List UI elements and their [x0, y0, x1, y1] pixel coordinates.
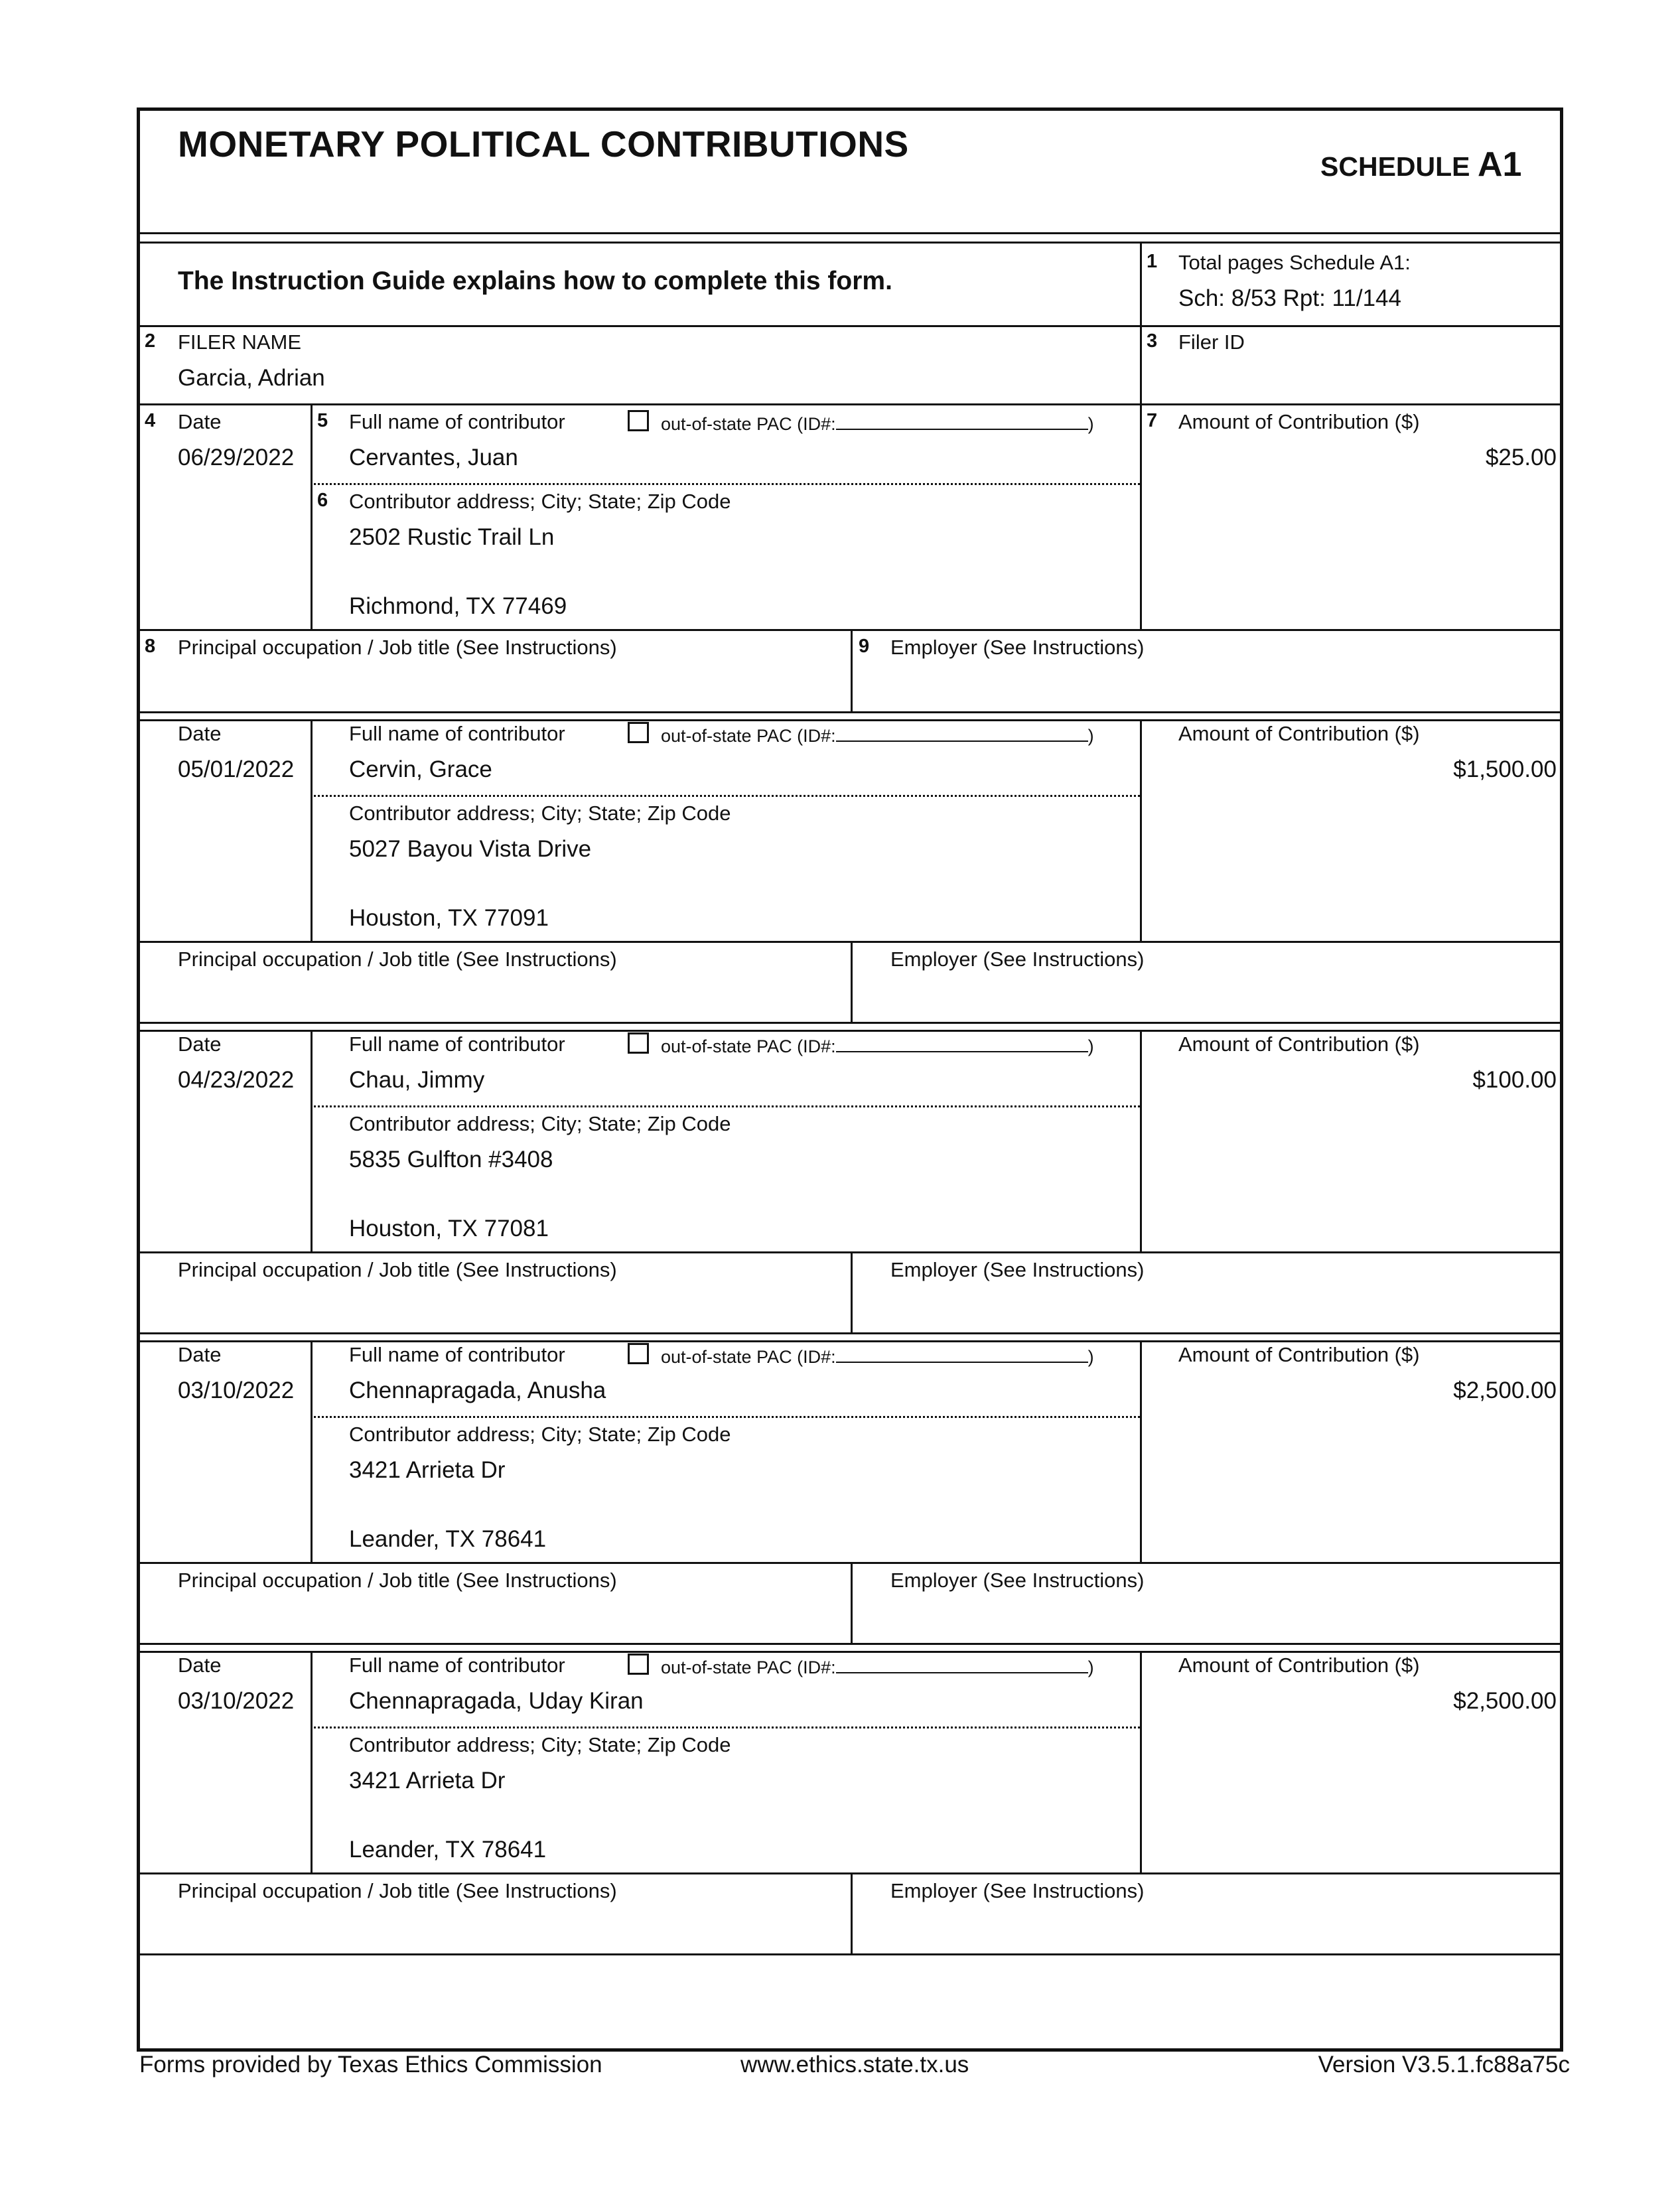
- pac-close: ): [1087, 726, 1094, 746]
- out-of-state-pac-checkbox[interactable]: [628, 722, 649, 743]
- form-title: MONETARY POLITICAL CONTRIBUTIONS: [178, 123, 909, 165]
- pac-id-input[interactable]: [836, 1657, 1088, 1673]
- date-column-divider: [311, 403, 313, 629]
- out-of-state-pac-checkbox[interactable]: [628, 1343, 649, 1364]
- contribution-date: 06/29/2022: [178, 445, 295, 470]
- contributor-name: Cervin, Grace: [349, 756, 492, 782]
- contribution-date: 03/10/2022: [178, 1377, 295, 1403]
- name-address-divider: [311, 1727, 1140, 1728]
- date-column-divider: [311, 719, 313, 941]
- field-number-3: 3: [1147, 330, 1158, 352]
- address-line-2: Richmond, TX 77469: [349, 593, 567, 619]
- amount-label: Amount of Contribution ($): [1178, 1032, 1420, 1056]
- full-name-label: Full name of contributor: [349, 1032, 565, 1056]
- footer-version: Version V3.5.1.fc88a75c: [1318, 2052, 1570, 2078]
- title-divider-2: [137, 242, 1563, 244]
- pac-id-input[interactable]: [836, 414, 1088, 430]
- title-divider: [137, 232, 1563, 234]
- field-number-1: 1: [1147, 251, 1158, 272]
- amount-column-divider: [1140, 1651, 1142, 1872]
- filer-name-label: FILER NAME: [178, 330, 302, 354]
- date-column-divider: [311, 1030, 313, 1251]
- pac-id-input[interactable]: [836, 1347, 1088, 1363]
- full-name-label: Full name of contributor: [349, 722, 565, 745]
- amount-label: Amount of Contribution ($): [1178, 1343, 1420, 1366]
- address-line-2: Houston, TX 77091: [349, 905, 549, 931]
- out-of-state-pac-checkbox[interactable]: [628, 1032, 649, 1054]
- date-label: Date: [178, 410, 222, 433]
- address-line-2: Leander, TX 78641: [349, 1526, 547, 1552]
- occupation-label: Principal occupation / Job title (See Instructions): [178, 948, 617, 971]
- out-of-state-pac-field: [661, 1657, 1094, 1677]
- pac-label: out-of-state PAC (ID#:: [661, 1657, 836, 1677]
- amount-column-divider: [1140, 1340, 1142, 1562]
- out-of-state-pac-field: [661, 1347, 1094, 1366]
- address-line-1: 5027 Bayou Vista Drive: [349, 836, 592, 862]
- pac-close: ): [1087, 1347, 1094, 1367]
- contributor-name: Chennapragada, Anusha: [349, 1377, 606, 1403]
- contribution-amount: $2,500.00: [1453, 1377, 1557, 1403]
- full-name-label: Full name of contributor: [349, 1343, 565, 1366]
- employer-label: Employer (See Instructions): [890, 636, 1145, 659]
- occupation-employer-divider: [851, 629, 853, 711]
- address-line-1: 2502 Rustic Trail Ln: [349, 524, 555, 550]
- occupation-employer-divider: [851, 1251, 853, 1332]
- pac-label: out-of-state PAC (ID#:: [661, 1036, 836, 1056]
- pac-id-input[interactable]: [836, 726, 1088, 742]
- amount-column-divider: [1140, 403, 1142, 629]
- occupation-label: Principal occupation / Job title (See Instructions): [178, 1569, 617, 1592]
- pac-close: ): [1087, 414, 1094, 434]
- amount-label: Amount of Contribution ($): [1178, 410, 1420, 433]
- field-number-6: 6: [317, 490, 328, 511]
- filer-name-value: Garcia, Adrian: [178, 365, 325, 391]
- field-number-5: 5: [317, 410, 328, 431]
- block-divider: [137, 1332, 1563, 1334]
- schedule-code: A1: [1477, 145, 1522, 184]
- block-divider: [137, 719, 1563, 721]
- schedule-label: [1320, 147, 1521, 182]
- employer-label: Employer (See Instructions): [890, 948, 1145, 971]
- occupation-row-divider: [137, 1251, 1563, 1253]
- contribution-amount: $100.00: [1472, 1067, 1557, 1093]
- out-of-state-pac-checkbox[interactable]: [628, 1654, 649, 1675]
- schedule-word: SCHEDULE: [1320, 151, 1470, 182]
- amount-label: Amount of Contribution ($): [1178, 1654, 1420, 1677]
- occupation-employer-divider: [851, 941, 853, 1022]
- occupation-row-divider: [137, 941, 1563, 943]
- pac-label: out-of-state PAC (ID#:: [661, 726, 836, 746]
- occupation-row-divider: [137, 629, 1563, 631]
- block-divider: [137, 1022, 1563, 1024]
- out-of-state-pac-field: [661, 1036, 1094, 1056]
- out-of-state-pac-field: [661, 726, 1094, 745]
- field-number-4: 4: [145, 410, 156, 431]
- block-divider: [137, 711, 1563, 713]
- footer-provider: Forms provided by Texas Ethics Commission: [139, 2052, 602, 2078]
- pac-label: out-of-state PAC (ID#:: [661, 414, 836, 434]
- field-number-8: 8: [145, 636, 156, 657]
- footer-website[interactable]: www.ethics.state.tx.us: [740, 2052, 969, 2078]
- filer-id-label: Filer ID: [1178, 330, 1245, 354]
- employer-label: Employer (See Instructions): [890, 1879, 1145, 1902]
- block-divider: [137, 1643, 1563, 1645]
- total-pages-value: Sch: 8/53 Rpt: 11/144: [1178, 285, 1401, 311]
- field-number-2: 2: [145, 330, 156, 352]
- address-line-1: 3421 Arrieta Dr: [349, 1457, 506, 1483]
- out-of-state-pac-checkbox[interactable]: [628, 410, 649, 431]
- contribution-amount: $25.00: [1485, 445, 1557, 470]
- employer-label: Employer (See Instructions): [890, 1258, 1145, 1281]
- date-label: Date: [178, 1032, 222, 1056]
- contributor-address-label: Contributor address; City; State; Zip Code: [349, 1423, 731, 1446]
- out-of-state-pac-field: [661, 414, 1094, 433]
- occupation-label: Principal occupation / Job title (See Instructions): [178, 636, 617, 659]
- employer-label: Employer (See Instructions): [890, 1569, 1145, 1592]
- occupation-label: Principal occupation / Job title (See Instructions): [178, 1879, 617, 1902]
- pac-id-input[interactable]: [836, 1036, 1088, 1052]
- total-pages-label: Total pages Schedule A1:: [1178, 251, 1411, 274]
- amount-column-divider: [1140, 1030, 1142, 1251]
- contributor-address-label: Contributor address; City; State; Zip Code: [349, 1733, 731, 1756]
- contributor-address-label: Contributor address; City; State; Zip Code: [349, 1112, 731, 1135]
- contributor-address-label: Contributor address; City; State; Zip Code: [349, 490, 731, 513]
- address-line-1: 3421 Arrieta Dr: [349, 1768, 506, 1794]
- full-name-label: Full name of contributor: [349, 410, 565, 433]
- amount-column-divider: [1140, 719, 1142, 941]
- occupation-row-divider: [137, 1562, 1563, 1564]
- occupation-employer-divider: [851, 1872, 853, 1953]
- occupation-employer-divider: [851, 1562, 853, 1643]
- pac-label: out-of-state PAC (ID#:: [661, 1347, 836, 1367]
- contributor-name: Chau, Jimmy: [349, 1067, 485, 1093]
- contributor-address-label: Contributor address; City; State; Zip Code: [349, 802, 731, 825]
- pac-close: ): [1087, 1036, 1094, 1056]
- name-address-divider: [311, 1105, 1140, 1107]
- amount-label: Amount of Contribution ($): [1178, 722, 1420, 745]
- row-divider-filer: [137, 403, 1563, 405]
- contribution-amount: $1,500.00: [1453, 756, 1557, 782]
- block-divider: [137, 1651, 1563, 1653]
- address-line-2: Leander, TX 78641: [349, 1837, 547, 1863]
- full-name-label: Full name of contributor: [349, 1654, 565, 1677]
- occupation-row-divider: [137, 1872, 1563, 1874]
- bottom-divider: [137, 1953, 1563, 1955]
- contribution-amount: $2,500.00: [1453, 1688, 1557, 1714]
- name-address-divider: [311, 795, 1140, 797]
- contribution-date: 03/10/2022: [178, 1688, 295, 1714]
- date-label: Date: [178, 1343, 222, 1366]
- instruction-text: The Instruction Guide explains how to complete this form.: [178, 267, 892, 295]
- date-column-divider: [311, 1651, 313, 1872]
- date-column-divider: [311, 1340, 313, 1562]
- address-line-1: 5835 Gulfton #3408: [349, 1147, 553, 1172]
- contributor-name: Cervantes, Juan: [349, 445, 518, 470]
- address-line-2: Houston, TX 77081: [349, 1216, 549, 1241]
- date-label: Date: [178, 1654, 222, 1677]
- date-label: Date: [178, 722, 222, 745]
- block-divider: [137, 1030, 1563, 1032]
- block-divider: [137, 1340, 1563, 1342]
- field-number-9: 9: [859, 636, 870, 657]
- occupation-label: Principal occupation / Job title (See Instructions): [178, 1258, 617, 1281]
- name-address-divider: [311, 1416, 1140, 1418]
- row-divider-instruction: [137, 325, 1563, 327]
- contributor-name: Chennapragada, Uday Kiran: [349, 1688, 644, 1714]
- pac-close: ): [1087, 1657, 1094, 1677]
- contribution-date: 05/01/2022: [178, 756, 295, 782]
- name-address-divider: [311, 483, 1140, 485]
- contribution-date: 04/23/2022: [178, 1067, 295, 1093]
- field-number-7: 7: [1147, 410, 1158, 431]
